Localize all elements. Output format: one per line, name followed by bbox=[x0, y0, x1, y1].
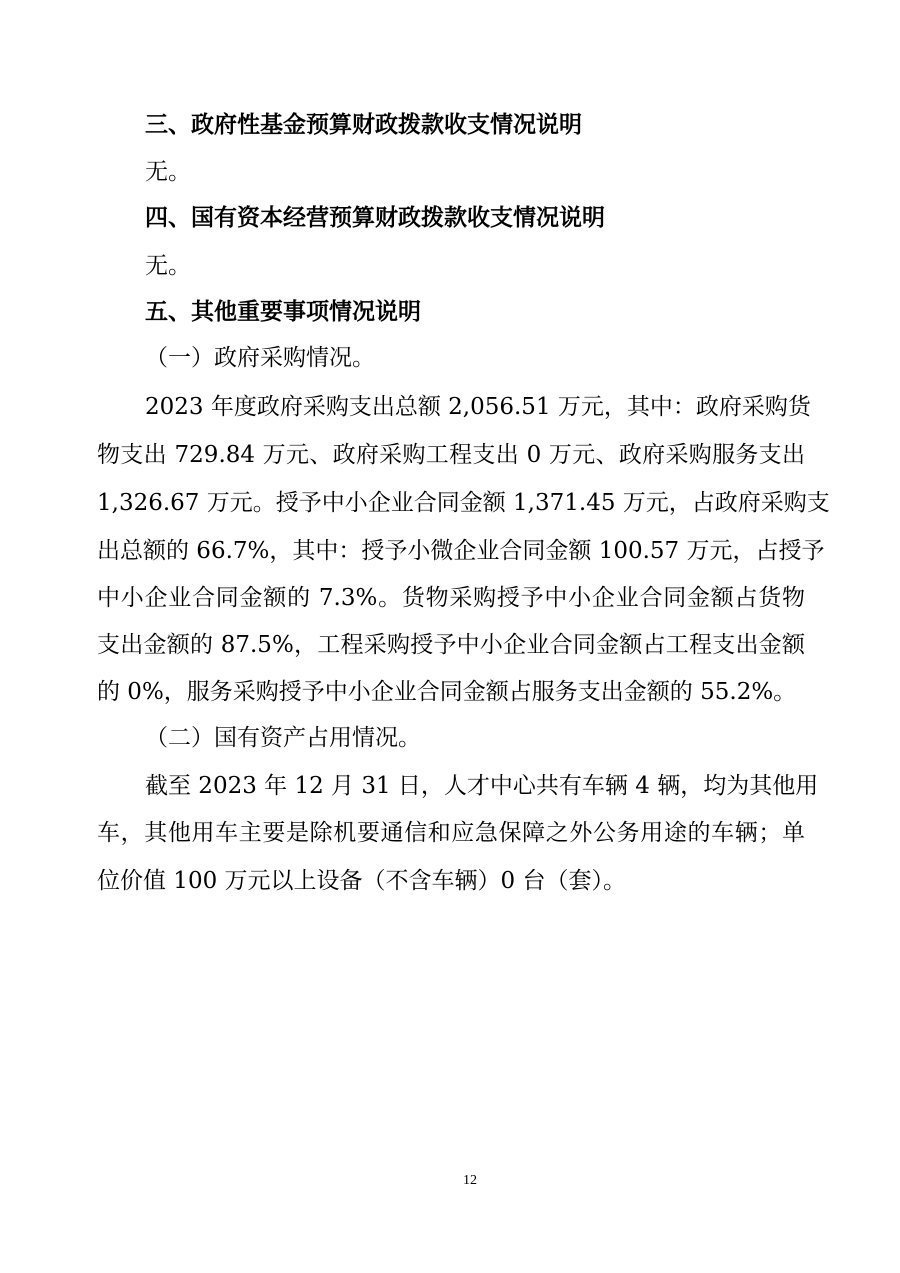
procurement-paragraph-line: 支出金额的 87.5%，工程采购授予中小企业合同金额占工程支出金额 bbox=[97, 632, 805, 658]
procurement-paragraph-line: 2023 年度政府采购支出总额 2,056.51 万元，其中：政府采购货 bbox=[145, 394, 811, 420]
procurement-paragraph-line: 1,326.67 万元。授予中小企业合同金额 1,371.45 万元，占政府采购支 bbox=[97, 490, 830, 516]
subsection-heading-state-assets: （二）国有资产占用情况。 bbox=[145, 725, 421, 751]
procurement-paragraph-line: 物支出 729.84 万元、政府采购工程支出 0 万元、政府采购服务支出 bbox=[97, 442, 805, 468]
section-heading-other-matters: 五、其他重要事项情况说明 bbox=[145, 299, 421, 325]
procurement-paragraph-line: 中小企业合同金额的 7.3%。货物采购授予中小企业合同金额占货物 bbox=[97, 585, 805, 611]
assets-paragraph-line: 截至 2023 年 12 月 31 日，人才中心共有车辆 4 辆，均为其他用 bbox=[145, 773, 819, 799]
procurement-paragraph-line: 的 0%，服务采购授予中小企业合同金额占服务支出金额的 55.2%。 bbox=[97, 679, 797, 705]
assets-paragraph-line: 车，其他用车主要是除机要通信和应急保障之外公务用途的车辆；单 bbox=[97, 820, 805, 846]
section-heading-state-capital-budget: 四、国有资本经营预算财政拨款收支情况说明 bbox=[145, 205, 605, 231]
page-number: 12 bbox=[463, 1173, 477, 1188]
assets-paragraph-line: 位价值 100 万元以上设备（不含车辆）0 台（套）。 bbox=[97, 868, 626, 894]
section-body-state-capital-budget: 无。 bbox=[145, 253, 191, 279]
subsection-heading-procurement: （一）政府采购情况。 bbox=[145, 345, 375, 371]
procurement-paragraph-line: 出总额的 66.7%，其中：授予小微企业合同金额 100.57 万元，占授予 bbox=[97, 538, 825, 564]
section-heading-government-fund-budget: 三、政府性基金预算财政拨款收支情况说明 bbox=[145, 112, 582, 138]
section-body-government-fund-budget: 无。 bbox=[145, 159, 191, 185]
